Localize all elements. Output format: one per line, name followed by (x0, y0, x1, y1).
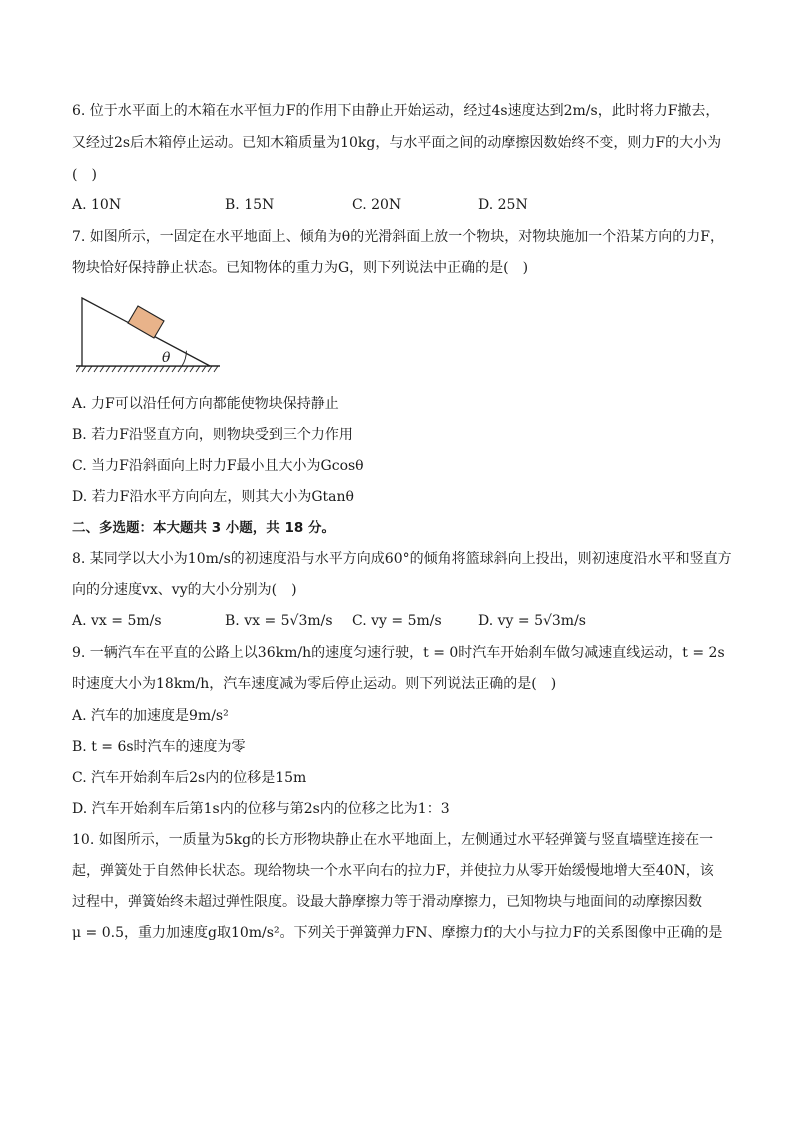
q7-line-2: 物块恰好保持静止状态。已知物体的重力为G，则下列说法中正确的是( ) (72, 260, 529, 276)
ground-hatching (76, 366, 220, 372)
q7-option-a: A. 力F可以沿任何方向都能使物块保持静止 (72, 396, 339, 412)
q9-option-d: D. 汽车开始刹车后第1s内的位移与第2s内的位移之比为1：3 (72, 801, 450, 817)
q9-line-1: 9. 一辆汽车在平直的公路上以36km/h的速度匀速行驶，t = 0时汽车开始刹车做匀减速直线运动，t = 2s (72, 645, 725, 661)
q6-options (72, 195, 732, 215)
q7-line-1: 7. 如图所示，一固定在水平地面上、倾角为θ的光滑斜面上放一个物块，对物块施加一个沿某方向的力F， (72, 229, 724, 245)
q8-option-a: A. vx = 5m/s (72, 613, 162, 629)
q9-line-2: 时速度大小为18km/h，汽车速度减为零后停止运动。则下列说法正确的是( ) (72, 676, 557, 692)
q6-option-c: C. 20N (352, 197, 402, 213)
q6-line-2: 又经过2s后木箱停止运动。已知木箱质量为10kg，与水平面之间的动摩擦因数始终不变，则力F的大小为 (72, 135, 722, 151)
incline-figure (76, 292, 222, 378)
section-heading: 二、多选题：本大题共 3 小题，共 18 分。 (72, 520, 335, 536)
angle-label: θ (162, 350, 171, 366)
q6-option-a: A. 10N (72, 197, 122, 213)
q10-line-1: 10. 如图所示，一质量为5kg的长方形物块静止在水平地面上，左侧通过水平轻弹簧与竖直墙壁连接在一 (72, 832, 714, 848)
q9-option-b: B. t = 6s时汽车的速度为零 (72, 739, 246, 755)
q6-line-1: 6. 位于水平面上的木箱在水平恒力F的作用下由静止开始运动，经过4s速度达到2m/s，此时将力F撤去， (72, 103, 720, 119)
q7-option-d: D. 若力F沿水平方向向左，则其大小为Gtanθ (72, 489, 354, 505)
q8-line-2: 向的分速度vx、vy的大小分别为( ) (72, 582, 297, 598)
q7-option-c: C. 当力F沿斜面向上时力F最小且大小为Gcosθ (72, 458, 364, 474)
q10-line-4: μ = 0.5，重力加速度g取10m/s²。下列关于弹簧弹力FN、摩擦力f的大小与拉力F的关系图像中正确的是 (72, 925, 723, 941)
q6-line-3: ( ) (72, 167, 97, 183)
q8-line-1: 8. 某同学以大小为10m/s的初速度沿与水平方向成60°的倾角将篮球斜向上投出，则初速度沿水平和竖直方 (72, 551, 732, 567)
q9-option-c: C. 汽车开始刹车后2s内的位移是15m (72, 770, 307, 786)
q8-options (72, 611, 732, 631)
q10-line-2: 起，弹簧处于自然伸长状态。现给物块一个水平向右的拉力F，并使拉力从零开始缓慢地增大至40N，该 (72, 863, 714, 879)
q6-option-d: D. 25N (478, 197, 528, 213)
q8-option-c: C. vy = 5m/s (352, 613, 442, 629)
q7-option-b: B. 若力F沿竖直方向，则物块受到三个力作用 (72, 427, 353, 443)
q9-option-a: A. 汽车的加速度是9m/s² (72, 708, 229, 724)
q6-option-b: B. 15N (225, 197, 275, 213)
q8-option-b: B. vx = 5√3m/s (225, 613, 333, 629)
q8-option-d: D. vy = 5√3m/s (478, 613, 586, 629)
q10-line-3: 过程中，弹簧始终未超过弹性限度。设最大静摩擦力等于滑动摩擦力，已知物块与地面间的动摩擦因数 (72, 894, 702, 910)
